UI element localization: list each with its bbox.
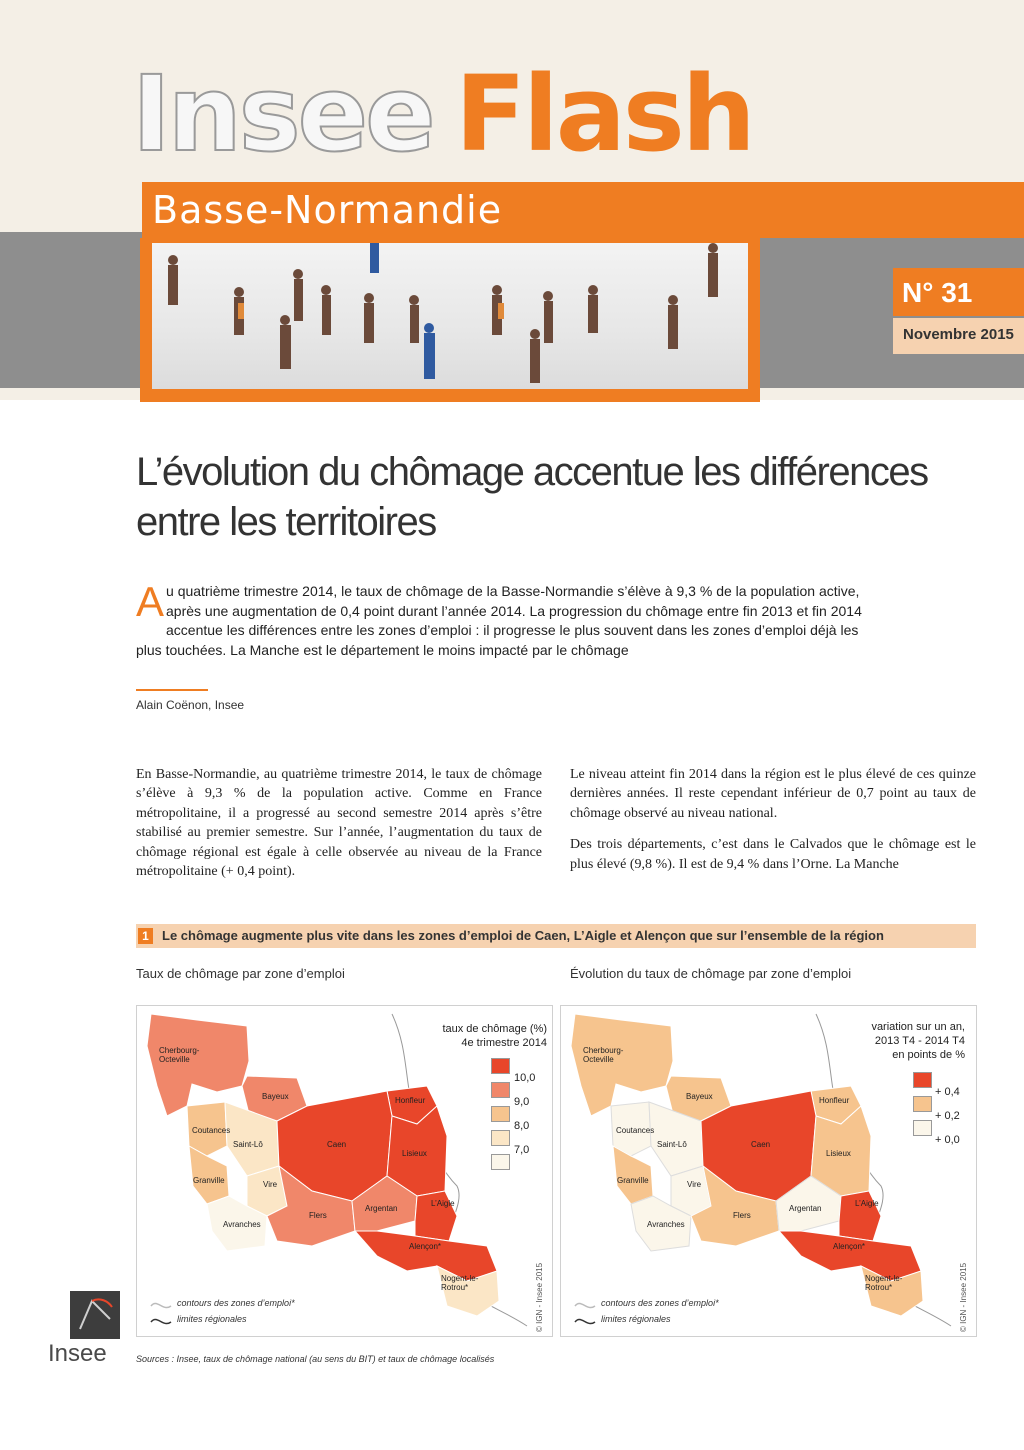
zone-label: Saint-Lô bbox=[233, 1140, 263, 1149]
zone-label: Saint-Lô bbox=[657, 1140, 687, 1149]
legend-label: + 0,4 bbox=[935, 1086, 960, 1098]
title-line-2: entre les territoires bbox=[136, 500, 436, 544]
legend-swatch bbox=[913, 1072, 932, 1088]
right-legend-title-line: en points de % bbox=[892, 1049, 965, 1061]
header-photo bbox=[152, 243, 748, 389]
right-legend-title bbox=[811, 1020, 965, 1062]
zone-label: Granville bbox=[617, 1176, 649, 1185]
zone-label: L’Aigle bbox=[431, 1199, 455, 1208]
legend-label: + 0,0 bbox=[935, 1134, 960, 1146]
left-map bbox=[136, 1005, 553, 1337]
article-title bbox=[136, 447, 966, 547]
flash-wordmark: Flash bbox=[455, 53, 753, 175]
map-copyright: © IGN - Insee 2015 bbox=[959, 1262, 968, 1332]
zone-label: Alençon* bbox=[409, 1242, 442, 1251]
legend-label: 8,0 bbox=[514, 1120, 530, 1132]
map-legend-limits: limites régionales bbox=[177, 1314, 247, 1324]
zone-label: Avranches bbox=[647, 1220, 685, 1229]
zone-label: Argentan bbox=[365, 1204, 398, 1213]
left-legend-title bbox=[393, 1022, 547, 1050]
zone-label: Granville bbox=[193, 1176, 225, 1185]
figure-number: 1 bbox=[138, 928, 153, 944]
legend-swatch bbox=[913, 1096, 932, 1112]
insee-logo-text: Insee bbox=[48, 1340, 107, 1367]
body-paragraph: Le niveau atteint fin 2014 dans la région est le plus élevé de ces quinze dernières années. Il reste cependant inférieur de 0,7 point au taux de chômage observé au niveau national. bbox=[570, 767, 976, 821]
map-legend-contours: contours des zones d’emploi* bbox=[177, 1298, 295, 1308]
legend-swatch bbox=[491, 1154, 510, 1170]
region-name: Basse-Normandie bbox=[152, 188, 503, 232]
title-line-1: L’évolution du chômage accentue les différences bbox=[136, 450, 928, 494]
zone-label: Lisieux bbox=[402, 1149, 427, 1158]
zone-label: Lisieux bbox=[826, 1149, 851, 1158]
zone-cherbourg bbox=[571, 1014, 673, 1116]
right-legend-title-line: 2013 T4 - 2014 T4 bbox=[874, 1035, 965, 1047]
zone-label: Alençon* bbox=[833, 1242, 866, 1251]
body-paragraph: Des trois départements, c’est dans le Calvados que le chômage est le plus élevé (9,8 %). Il est de 9,4 % dans l’Orne. La Manche bbox=[570, 837, 976, 872]
zone-label: Vire bbox=[263, 1180, 278, 1189]
legend-label: 9,0 bbox=[514, 1096, 530, 1108]
legend-label: 10,0 bbox=[514, 1072, 536, 1084]
issue-number: N° 31 bbox=[902, 277, 973, 308]
issue-date: Novembre 2015 bbox=[903, 326, 1014, 343]
figurines-illustration bbox=[152, 243, 748, 389]
zone-label: L’Aigle bbox=[855, 1199, 879, 1208]
left-legend-title-line: 4e trimestre 2014 bbox=[461, 1037, 547, 1049]
zone-label: Honfleur bbox=[395, 1096, 426, 1105]
zone-label: Vire bbox=[687, 1180, 702, 1189]
author-rule bbox=[136, 689, 208, 691]
zone-label: Coutances bbox=[192, 1126, 231, 1135]
author: Alain Coënon, Insee bbox=[136, 698, 245, 712]
insee-logo-icon bbox=[70, 1291, 120, 1339]
zone-cherbourg bbox=[147, 1014, 249, 1116]
legend-swatch bbox=[491, 1106, 510, 1122]
zone-label: Flers bbox=[309, 1211, 327, 1220]
legend-swatch bbox=[491, 1058, 510, 1074]
right-map bbox=[560, 1005, 977, 1337]
zone-label: Cherbourg-Octeville bbox=[583, 1046, 624, 1064]
insee-wordmark: Insee bbox=[132, 53, 433, 175]
zone-label: Caen bbox=[751, 1140, 771, 1149]
zone-label: Avranches bbox=[223, 1220, 261, 1229]
zone-label: Argentan bbox=[789, 1204, 822, 1213]
right-map-subtitle: Évolution du taux de chômage par zone d’emploi bbox=[570, 966, 852, 981]
zone-label: Nogent-le-Rotrou* bbox=[865, 1274, 903, 1292]
lead-text: u quatrième trimestre 2014, le taux de chômage de la Basse-Normandie s’élève à 9,3 % de la population active, après une augmentation de 0,4 point durant l’année 2014. La progression du chômage entre fin 2013 et fin 2014 accentue les différences entre les zones d’emploi : il progresse le plus souvent dans les zones d’emploi déjà les plus touchées. La Manche est le département le moins impacté par le chômage bbox=[136, 583, 862, 658]
left-legend-title-line: taux de chômage (%) bbox=[442, 1023, 547, 1035]
legend-swatch bbox=[491, 1082, 510, 1098]
insee-logo-mark bbox=[70, 1291, 120, 1339]
figure-sources: Sources : Insee, taux de chômage national (au sens du BIT) et taux de chômage localisés bbox=[136, 1354, 495, 1364]
map-copyright: © IGN - Insee 2015 bbox=[535, 1262, 544, 1332]
zone-label: Coutances bbox=[616, 1126, 655, 1135]
legend-swatch bbox=[491, 1130, 510, 1146]
map-legend-contours: contours des zones d’emploi* bbox=[601, 1298, 719, 1308]
legend-label: 7,0 bbox=[514, 1144, 530, 1156]
zone-label: Caen bbox=[327, 1140, 347, 1149]
body-column-1 bbox=[136, 765, 542, 893]
body-column-2 bbox=[570, 765, 976, 886]
zone-label: Nogent-le-Rotrou* bbox=[441, 1274, 479, 1292]
zone-label: Flers bbox=[733, 1211, 751, 1220]
body-paragraph: En Basse-Normandie, au quatrième trimestre 2014, le taux de chômage s’élève à 9,3 % de la population active. Comme en France métropolitaine, il a progressé au second semestre 2014 après s’être stabilisé au premier semestre. Sur l’année, l’augmentation du taux de chômage régional est égale à celle observée au niveau de la France métropolitaine (+ 0,4 point). bbox=[136, 767, 542, 880]
zone-label: Bayeux bbox=[686, 1092, 713, 1101]
legend-swatch bbox=[913, 1120, 932, 1136]
drop-cap: A bbox=[136, 578, 165, 625]
zone-label: Cherbourg-Octeville bbox=[159, 1046, 200, 1064]
lead-paragraph bbox=[136, 578, 876, 660]
figure-title: Le chômage augmente plus vite dans les zones d’emploi de Caen, L’Aigle et Alençon que sur l’ensemble de la région bbox=[162, 928, 884, 943]
zone-label: Bayeux bbox=[262, 1092, 289, 1101]
legend-label: + 0,2 bbox=[935, 1110, 960, 1122]
zone-label: Honfleur bbox=[819, 1096, 850, 1105]
left-map-subtitle: Taux de chômage par zone d’emploi bbox=[136, 966, 345, 981]
right-legend-title-line: variation sur un an, bbox=[871, 1021, 965, 1033]
map-legend-limits: limites régionales bbox=[601, 1314, 671, 1324]
